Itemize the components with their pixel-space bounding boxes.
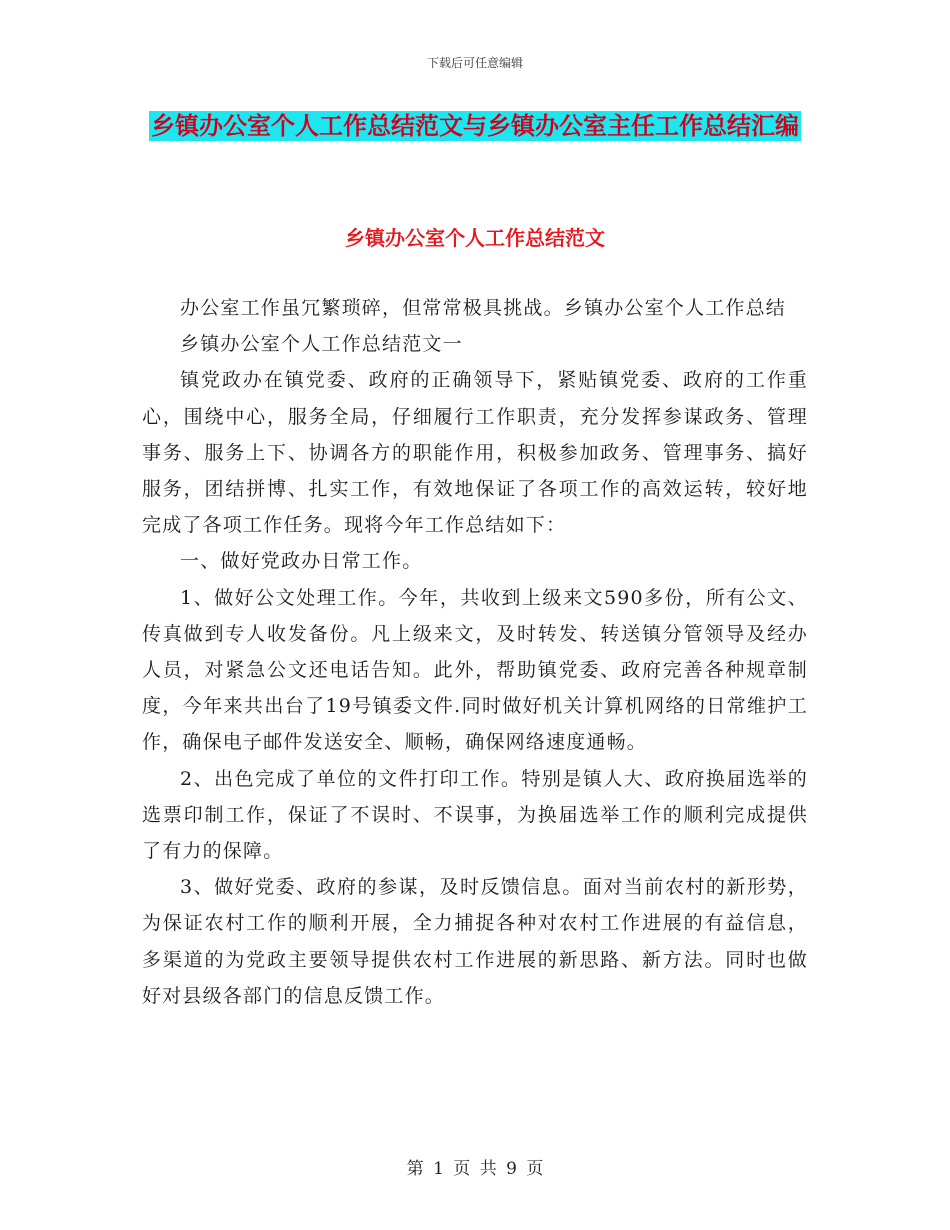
paragraph: 3、做好党委、政府的参谋，及时反馈信息。面对当前农村的新形势，为保证农村工作的顺利开展，全力捕捉各种对农村工作进展的有益信息，多渠道的为党政主要领导提供农村工作进展的新思路、新方法。同时也做好对县级各部门的信息反馈工作。: [142, 876, 808, 1007]
section-title: 乡镇办公室个人工作总结范文: [345, 226, 605, 250]
document-title-text: 乡镇办公室个人工作总结范文与乡镇办公室主任工作总结汇编: [151, 112, 799, 140]
paragraph: 1、做好公文处理工作。今年，共收到上级来文590多份，所有公文、传真做到专人收发备份。凡上级来文，及时转发、转送镇分管领导及经办人员，对紧急公文还电话告知。此外，帮助镇党委、政府完善各种规章制度，今年来共出台了19号镇委文件.同时做好机关计算机网络的日常维护工作，确保电子邮件发送安全、顺畅，确保网络速度通畅。: [142, 586, 808, 754]
paragraph: 乡镇办公室个人工作总结范文一: [180, 333, 463, 356]
page-number-footer: 第 1 页 共 9 页: [406, 1159, 544, 1179]
paragraph: 2、出色完成了单位的文件打印工作。特别是镇人大、政府换届选举的选票印制工作，保证了不误时、不误事，为换届选举工作的顺利完成提供了有力的保障。: [142, 767, 808, 863]
page-header-note: 下载后可任意编辑: [426, 56, 523, 70]
paragraph: 一、做好党政办日常工作。: [180, 550, 423, 573]
document-title: [140, 104, 810, 148]
document-body: [142, 290, 808, 1014]
paragraph: 办公室工作虽冗繁琐碎，但常常极具挑战。乡镇办公室个人工作总结: [180, 297, 787, 319]
paragraph: 镇党政办在镇党委、政府的正确领导下，紧贴镇党委、政府的工作重心，围绕中心，服务全局，仔细履行工作职责，充分发挥参谋政务、管理事务、服务上下、协调各方的职能作用，积极参加政务、管理事务、搞好服务，团结拼博、扎实工作，有效地保证了各项工作的高效运转，较好地完成了各项工作任务。现将今年工作总结如下：: [142, 369, 808, 537]
